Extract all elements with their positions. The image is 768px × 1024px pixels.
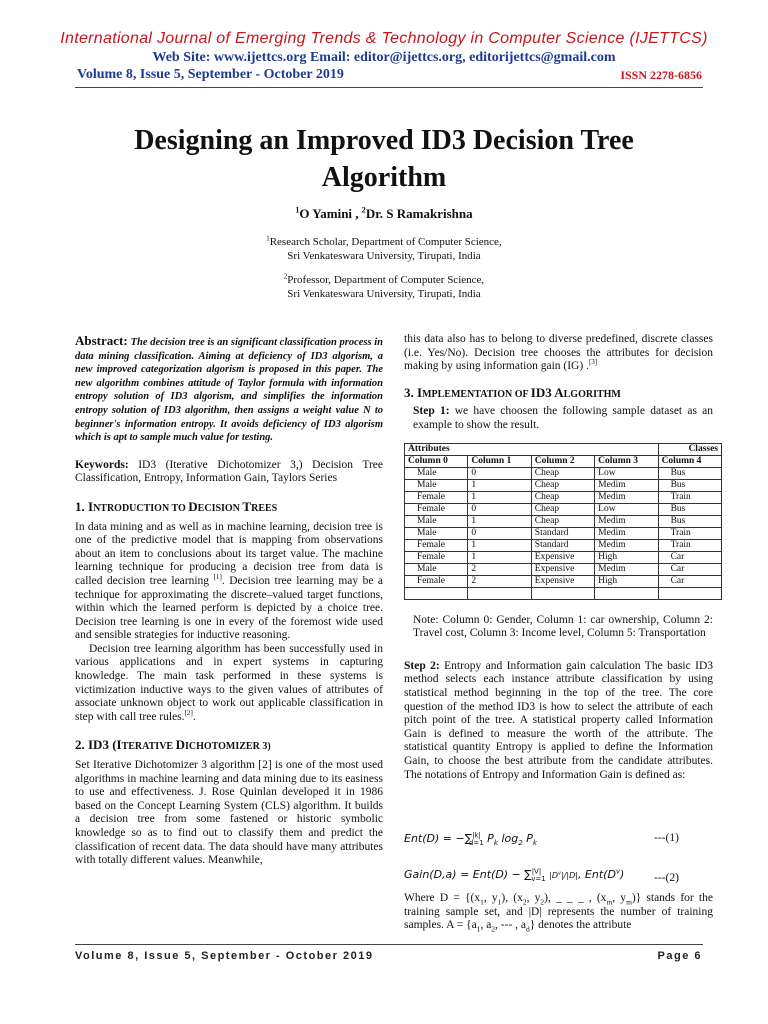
abstract xyxy=(75,334,383,445)
table-row xyxy=(405,539,722,551)
affil2-line1: Professor, Department of Computer Science, xyxy=(287,274,485,286)
table-cell: Bus xyxy=(658,467,721,479)
table-cell: Expensive xyxy=(531,575,594,587)
attributes-header: Attributes xyxy=(405,443,659,455)
equation-1-label: ---(1) xyxy=(654,832,679,844)
step2: Step 2: Entropy and Information gain calculation The basic ID3 method selects each instance attribute classification by using statistical method beginning in the top of the tree. The core question of the method ID3 is how to select the attribute of each pitch point of the tree. A statistical property called Information Gain is defined to measure the worth of the attribute. The statistical quantity Entropy is applied to define the Information Gain, to choose the best attribute from the candidate attributes. The notations of Entropy and Information Gain is defined as: xyxy=(404,659,714,781)
section1-heading: 1. INTRODUCTION TO DECISION TREES xyxy=(75,498,278,514)
table-cell: Male xyxy=(405,479,468,491)
table-cell: Medim xyxy=(595,479,658,491)
table-header: Column 3 xyxy=(595,455,658,467)
keywords xyxy=(75,459,383,486)
table-cell: Male xyxy=(405,563,468,575)
table-cell: Car xyxy=(658,563,721,575)
table-cell: High xyxy=(595,551,658,563)
section2-paragraph: Set Iterative Dichotomizer 3 algorithm [2] is one of the most used algorithms in machine learning and data mining due to its easiness to use and effectiveness. J. Rose Quinlan developed it in 1986 based on the Concept Learning System (CLS) algorithm. It builds a decision tree from some fastened or historic symbolic knowledge so as to find out to classify them and predict the classification of recent data. The data should have many attributes with totally different values. Meanwhile, xyxy=(75,759,383,867)
table-cell: Bus xyxy=(658,515,721,527)
journal-website: Web Site: www.ijettcs.org Email: editor@ijettcs.org, editorijettcs@gmail.com xyxy=(152,50,616,65)
table-cell: Expensive xyxy=(531,563,594,575)
table-cell: Male xyxy=(405,467,468,479)
table-cell: Cheap xyxy=(531,467,594,479)
keywords-text: ID3 (Iterative Dichotomizer 3,) Decision Tree Classification, Entropy, Information Gain, Taylors Series xyxy=(75,458,383,485)
table-cell: Female xyxy=(405,575,468,587)
table-row xyxy=(405,551,722,563)
affil1-line2: Sri Venkateswara University, Tirupati, India xyxy=(287,250,481,262)
table-cell: Cheap xyxy=(531,491,594,503)
footer-page: Page 6 xyxy=(657,950,702,962)
affiliation-1 xyxy=(0,235,768,263)
table-cell: Medim xyxy=(595,539,658,551)
table-cell: 2 xyxy=(468,563,531,575)
table-cell: Train xyxy=(658,527,721,539)
table-cell: Female xyxy=(405,539,468,551)
table-cell: 1 xyxy=(468,491,531,503)
left-column xyxy=(75,334,383,868)
author2-sup: 2 xyxy=(361,205,366,215)
table-header: Column 0 xyxy=(405,455,468,467)
table-cell: Cheap xyxy=(531,479,594,491)
table-row xyxy=(405,575,722,587)
table-row xyxy=(405,479,722,491)
table-header-row xyxy=(405,455,722,467)
table-cell: Female xyxy=(405,503,468,515)
table-cell: 0 xyxy=(468,527,531,539)
author1-sup: 1 xyxy=(295,205,300,215)
table-cell: Bus xyxy=(658,503,721,515)
table-cell: 0 xyxy=(468,503,531,515)
table-row xyxy=(405,491,722,503)
affil1-sup: 1 xyxy=(266,235,270,243)
table-cell: 1 xyxy=(468,479,531,491)
table-cell: Expensive xyxy=(531,551,594,563)
table-row xyxy=(405,503,722,515)
table-cell: 1 xyxy=(468,515,531,527)
table-cell: Low xyxy=(595,467,658,479)
table-cell: Standard xyxy=(531,527,594,539)
abstract-text: The decision tree is an significant classification process in data mining classification. Aiming at deficiency of ID3 algorism, a new improved categorization algorism is proposed in this paper. The new algorithm combines attitude of Taylor formula with information entropy solution of ID3 algorism, and simplifies the information entropy solution of ID3 algorithm, then assigns a weight value N to beginner's information entropy. It avoids deficiency of ID3 algorism which is apt to sample much value for testing. xyxy=(75,337,383,444)
volume-info: Volume 8, Issue 5, September - October 2019 xyxy=(77,67,344,82)
continued-paragraph: this data also has to belong to diverse predefined, discrete classes (i.e. Yes/No). Decision tree chooses the attributes for decision making by using information gain (IG) .[3] xyxy=(404,333,713,373)
footer-divider xyxy=(75,944,703,945)
table-cell: Female xyxy=(405,551,468,563)
table-note: Note: Column 0: Gender, Column 1: car ownership, Column 2: Travel cost, Column 3: Income level, Column 5: Transportation xyxy=(413,613,713,640)
section3-heading: 3. IMPLEMENTATION OF ID3 ALGORITHM xyxy=(404,384,621,400)
table-cell: Train xyxy=(658,539,721,551)
table-cell: Medim xyxy=(595,491,658,503)
section1-paragraph1: In data mining and as well as in machine learning, decision tree is one of the predictive model that is mapping from observations about an item to conclusions about its target value. The machine learning technique for producing a decision tree from data is called decision tree learning [1]. Decision tree learning may be a technique for approximating the discrete–valued target functions, within which the learned perform is depicted by a choice tree. Decision tree learning is one in every of the foremost wide used and sensible strategies for inductive reasoning. xyxy=(75,520,384,642)
keywords-label: Keywords: xyxy=(75,458,129,471)
paper-title-line2: Algorithm xyxy=(321,162,447,193)
section2-heading: 2. ID3 (ITERATIVE DICHOTOMIZER 3) xyxy=(75,737,271,753)
table-row xyxy=(405,563,722,575)
paper-title xyxy=(60,122,708,196)
affil2-sup: 2 xyxy=(283,273,288,281)
table-row xyxy=(405,515,722,527)
table-cell: Medim xyxy=(595,563,658,575)
table-cell: 1 xyxy=(468,551,531,563)
entropy-formula: Ent(D) = −∑$^{|k|}_{d=1}$ $P_k$ $\log_2 P_k$ xyxy=(404,831,538,848)
authors xyxy=(0,206,768,222)
header-divider xyxy=(75,87,703,88)
section1-paragraph2: Decision tree learning algorithm has been successfully used in various applications and in expert systems in capturing knowledge. The main task performed in these systems is victimization inductive ways to the given values of attributes of associate unknown object to work out applicable classification in step with call tree rules.[2]. xyxy=(75,642,383,723)
table-cell: Train xyxy=(658,491,721,503)
sample-dataset-table xyxy=(404,443,722,600)
table-row xyxy=(405,467,722,479)
journal-title: International Journal of Emerging Trends & Technology in Computer Science (IJETTCS) xyxy=(60,30,708,47)
table-cell: 2 xyxy=(468,575,531,587)
table-cell: Bus xyxy=(658,479,721,491)
classes-header: Classes xyxy=(658,443,721,455)
table-cell: 0 xyxy=(468,467,531,479)
author2: Dr. S Ramakrishna xyxy=(365,206,473,221)
table-cell: Standard xyxy=(531,539,594,551)
table-cell: Car xyxy=(658,575,721,587)
table-cell: Medim xyxy=(595,515,658,527)
gain-formula: Gain(D,a) = Ent(D) − ∑$^{|V|}_{v=1}$ $|D^v|/|D|$, $Ent(D^v)$ xyxy=(404,867,625,884)
table-cell: Male xyxy=(405,527,468,539)
author1: O Yamini , xyxy=(299,206,359,221)
where-paragraph: Where $D = \{(x_1$, $y_1$), ($x_2$, $y_2$), _ _ _ , ($x_m$, $y_m$)} stands for the training sample set, and |D| represents the number of training samples. $A = \{a_1$, $a_2$, --- , $a_d$} denotes the attribute xyxy=(404,892,713,934)
table-cell: High xyxy=(595,575,658,587)
step1: Step 1: we have choosen the following sample dataset as an example to show the result. xyxy=(413,405,713,431)
table-header: Column 1 xyxy=(468,455,531,467)
table-cell: Low xyxy=(595,503,658,515)
table-cell: 1 xyxy=(468,539,531,551)
abstract-label: Abstract: xyxy=(75,333,128,348)
table-cell: Medim xyxy=(595,527,658,539)
affil2-line2: Sri Venkateswara University, Tirupati, India xyxy=(287,288,481,300)
table-cell: Male xyxy=(405,515,468,527)
affiliation-2 xyxy=(0,273,768,301)
table-header: Column 2 xyxy=(531,455,594,467)
equation-2-label: ---(2) xyxy=(654,872,679,884)
table-empty-row xyxy=(405,587,722,599)
affil1-line1: Research Scholar, Department of Computer Science, xyxy=(269,236,502,248)
table-group-row xyxy=(405,443,722,455)
right-column xyxy=(404,333,718,782)
table-cell: Cheap xyxy=(531,503,594,515)
footer-volume: Volume 8, Issue 5, September - October 2019 xyxy=(75,950,374,962)
table-cell: Car xyxy=(658,551,721,563)
table-header: Column 4 xyxy=(658,455,721,467)
issn: ISSN 2278-6856 xyxy=(620,68,702,82)
paper-title-line1: Designing an Improved ID3 Decision Tree xyxy=(134,125,634,156)
table-cell: Female xyxy=(405,491,468,503)
table-cell: Cheap xyxy=(531,515,594,527)
table-row xyxy=(405,527,722,539)
